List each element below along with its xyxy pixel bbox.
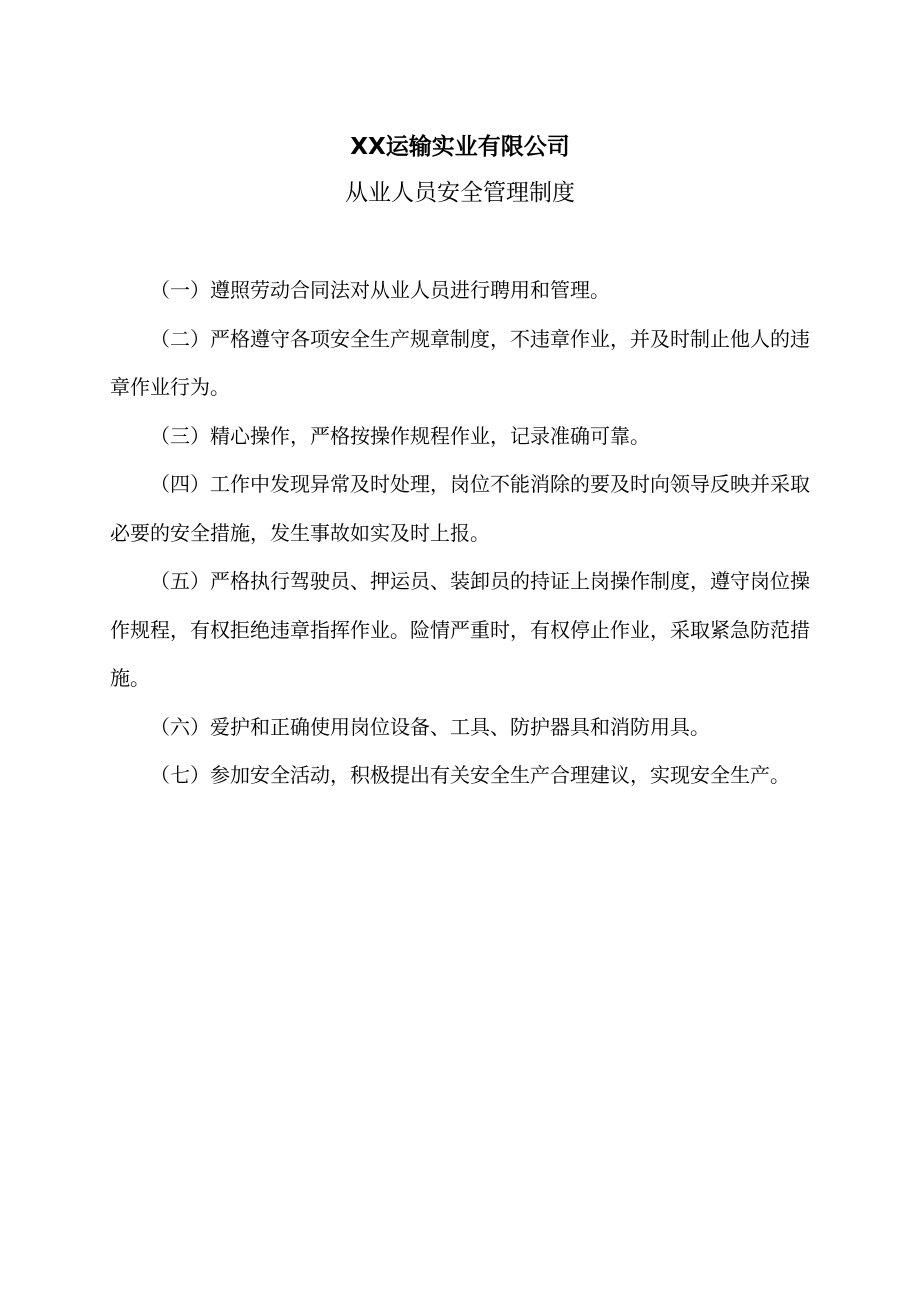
paragraph-1: （一）遵照劳动合同法对从业人员进行聘用和管理。 (150, 278, 610, 302)
company-title: XX运输实业有限公司 (350, 134, 570, 160)
paragraph-4: （四）工作中发现异常及时处理，岗位不能消除的要及时向领导反映并采取必要的安全措施，发生事故如实及时上报。 (110, 472, 810, 545)
document-body (110, 266, 810, 800)
document-header (0, 124, 920, 216)
paragraph-5: （五）严格执行驾驶员、押运员、装卸员的持证上岗操作制度，遵守岗位操作规程，有权拒绝违章指挥作业。险情严重时，有权停止作业，采取紧急防范措施。 (110, 569, 810, 690)
document-title: 从业人员安全管理制度 (345, 180, 575, 206)
paragraph-7: （七）参加安全活动，积极提出有关安全生产合理建议，实现安全生产。 (150, 763, 790, 787)
paragraph-2: （二）严格遵守各项安全生产规章制度，不违章作业，并及时制止他人的违章作业行为。 (110, 326, 810, 399)
paragraph-3: （三）精心操作，严格按操作规程作业，记录准确可靠。 (150, 423, 650, 448)
paragraph-6: （六）爱护和正确使用岗位设备、工具、防护器具和消防用具。 (150, 714, 710, 739)
